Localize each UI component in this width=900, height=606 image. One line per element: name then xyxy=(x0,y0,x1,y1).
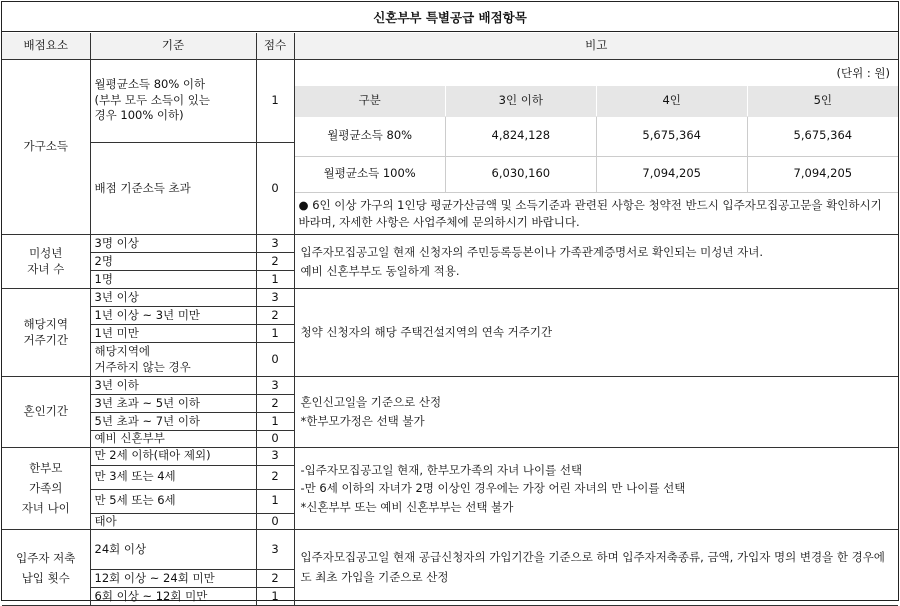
income-standard-table xyxy=(295,86,899,193)
savings-remarks: 입주자모집공고일 현재 공급신청자의 가입기간을 기준으로 하며 입주자저축종류, 금액, 가입자 명의 변경을 한 경우에도 최초 가입을 기준으로 산정 xyxy=(294,530,898,606)
category-savings: 입주자 저축 납입 횟수 xyxy=(2,530,90,606)
residence-remarks: 청약 신청자의 해당 주택건설지역의 연속 거주기간 xyxy=(294,289,898,377)
criteria-cell: 24회 이상 xyxy=(90,530,256,570)
category-children: 미성년 자녀 수 xyxy=(2,235,90,289)
header-score: 점수 xyxy=(256,33,294,59)
category-single-parent: 한부모 가족의 자녀 나이 xyxy=(2,447,90,530)
income-cell: 5,675,364 xyxy=(747,116,898,156)
criteria-cell: 해당지역에 거주하지 않는 경우 xyxy=(90,343,256,377)
income-cell: 4,824,128 xyxy=(445,116,596,156)
children-remarks: 입주자모집공고일 현재 신청자의 주민등록등본이나 가족관계증명서로 확인되는 미성년 자녀. 예비 신혼부부도 동일하게 적용. xyxy=(294,235,898,289)
score-cell: 3 xyxy=(256,377,294,395)
income-cell: 7,094,205 xyxy=(747,156,898,192)
income-note-text: 6인 이상 가구의 1인당 평균가산금액 및 소득기준과 관련된 사항은 청약전 반드시 입주자모집공고문을 확인하시기 바라며, 자세한 사항은 사업주체에 문의하시기 바랍니다. xyxy=(298,197,882,230)
table-header-row xyxy=(2,33,898,59)
income-head-cell: 구분 xyxy=(295,86,446,116)
income-table-row xyxy=(295,116,899,156)
table-row xyxy=(2,447,898,465)
score-table-sheet xyxy=(1,1,899,601)
income-table-row xyxy=(295,156,899,192)
criteria-cell: 3년 초과 ~ 5년 이하 xyxy=(90,395,256,413)
criteria-cell: 만 5세 또는 6세 xyxy=(90,489,256,513)
criteria-cell: 배점 기준소득 초과 xyxy=(90,142,256,234)
score-cell: 3 xyxy=(256,235,294,253)
score-cell: 3 xyxy=(256,530,294,570)
score-cell: 0 xyxy=(256,431,294,448)
score-cell: 1 xyxy=(256,59,294,142)
single-parent-remarks: -입주자모집공고일 현재, 한부모가족의 자녀 나이를 선택 -만 6세 이하의 자녀가 2명 이상인 경우에는 가장 어린 자녀의 만 나이를 선택 *신혼부부 또는 예비 신혼부부는 선택 불가 xyxy=(294,447,898,530)
score-cell: 2 xyxy=(256,570,294,588)
criteria-cell: 12회 이상 ~ 24회 미만 xyxy=(90,570,256,588)
score-cell: 1 xyxy=(256,413,294,431)
category-income: 가구소득 xyxy=(2,59,90,235)
criteria-cell: 월평균소득 80% 이하 (부부 모두 소득이 있는 경우 100% 이하) xyxy=(90,59,256,142)
criteria-cell: 6회 이상 ~ 12회 미만 xyxy=(90,588,256,606)
score-cell: 1 xyxy=(256,588,294,606)
income-cell: 월평균소득 80% xyxy=(295,116,446,156)
score-cell: 0 xyxy=(256,513,294,530)
page-title: 신혼부부 특별공급 배점항목 xyxy=(2,2,898,32)
income-note xyxy=(295,193,899,235)
criteria-cell: 1년 미만 xyxy=(90,325,256,343)
score-cell: 0 xyxy=(256,142,294,234)
header-criteria: 기준 xyxy=(90,33,256,59)
income-head-cell: 3인 이하 xyxy=(445,86,596,116)
criteria-cell: 3명 이상 xyxy=(90,235,256,253)
score-cell: 1 xyxy=(256,325,294,343)
criteria-cell: 2명 xyxy=(90,253,256,271)
income-cell: 6,030,160 xyxy=(445,156,596,192)
bullet-icon: ● xyxy=(298,197,309,212)
criteria-cell: 1명 xyxy=(90,271,256,289)
criteria-cell: 1년 이상 ~ 3년 미만 xyxy=(90,307,256,325)
criteria-cell: 예비 신혼부부 xyxy=(90,431,256,448)
criteria-cell: 3년 이상 xyxy=(90,289,256,307)
score-cell: 2 xyxy=(256,395,294,413)
income-head-cell: 5인 xyxy=(747,86,898,116)
unit-label: (단위 : 원) xyxy=(836,65,890,80)
score-cell: 2 xyxy=(256,465,294,489)
score-cell: 1 xyxy=(256,271,294,289)
income-cell: 월평균소득 100% xyxy=(295,156,446,192)
table-row xyxy=(2,377,898,395)
table-row xyxy=(2,59,898,142)
score-table xyxy=(2,33,898,606)
header-score-element: 배점요소 xyxy=(2,33,90,59)
criteria-cell: 태아 xyxy=(90,513,256,530)
criteria-cell: 5년 초과 ~ 7년 이하 xyxy=(90,413,256,431)
category-marriage: 혼인기간 xyxy=(2,377,90,448)
income-remarks xyxy=(294,59,898,235)
score-cell: 1 xyxy=(256,489,294,513)
table-row xyxy=(2,235,898,253)
table-row xyxy=(2,530,898,570)
table-row xyxy=(2,289,898,307)
income-head-cell: 4인 xyxy=(596,86,747,116)
criteria-cell: 만 2세 이하(태아 제외) xyxy=(90,447,256,465)
score-cell: 3 xyxy=(256,447,294,465)
criteria-cell: 3년 이하 xyxy=(90,377,256,395)
score-cell: 2 xyxy=(256,253,294,271)
category-residence: 해당지역 거주기간 xyxy=(2,289,90,377)
marriage-remarks: 혼인신고일을 기준으로 산정 *한부모가정은 선택 불가 xyxy=(294,377,898,448)
score-cell: 2 xyxy=(256,307,294,325)
score-cell: 3 xyxy=(256,289,294,307)
income-table-header xyxy=(295,86,899,116)
header-remarks: 비고 xyxy=(294,33,898,59)
income-cell: 7,094,205 xyxy=(596,156,747,192)
income-cell: 5,675,364 xyxy=(596,116,747,156)
criteria-cell: 만 3세 또는 4세 xyxy=(90,465,256,489)
score-cell: 0 xyxy=(256,343,294,377)
